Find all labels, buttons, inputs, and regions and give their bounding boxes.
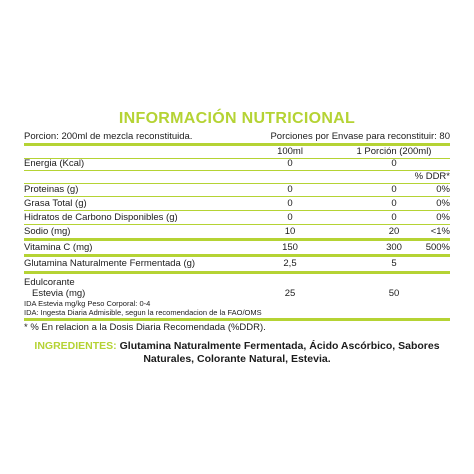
row-value-100ml: 25 (284, 288, 296, 299)
footnote: * % En relacion a la Dosis Diaria Recomendada (%DDR). (24, 322, 266, 333)
row-value-100ml: 0 (287, 158, 293, 169)
thick-rule (24, 238, 450, 241)
col-ddr: % DDR* (414, 171, 450, 182)
row-label: Estevia (mg) (32, 288, 86, 299)
row-value-portion: 300 (386, 242, 402, 253)
row-label: Glutamina Naturalmente Fermentada (g) (24, 258, 196, 269)
row-label: Proteinas (g) (24, 184, 79, 195)
row-value-portion: 50 (388, 288, 400, 299)
row-value-100ml: 10 (284, 226, 296, 237)
ingredients-label: INGREDIENTES: (34, 340, 117, 352)
row-label: Grasa Total (g) (24, 198, 87, 209)
row-value-portion: 5 (391, 258, 397, 269)
nutrition-title: INFORMACIÓN NUTRICIONAL (118, 110, 356, 127)
portion-text: Porcion: 200ml de mezcla reconstituida. (24, 131, 193, 142)
ingredients (24, 340, 450, 366)
row-value-portion: 0 (391, 198, 397, 209)
rule (24, 196, 450, 197)
row-label: Energia (Kcal) (24, 158, 85, 169)
row-value-ddr: 500% (425, 242, 450, 253)
row-value-100ml: 0 (287, 184, 293, 195)
servings-text: Porciones por Envase para reconstituir: 80 (270, 131, 450, 142)
row-value-100ml: 0 (287, 212, 293, 223)
col-100ml: 100ml (277, 146, 303, 157)
sweetener-heading: Edulcorante (24, 277, 75, 288)
row-label: Sodio (mg) (24, 226, 71, 237)
row-value-portion: 20 (388, 226, 400, 237)
rule (24, 210, 450, 211)
row-value-ddr: 0% (436, 184, 450, 195)
rule (24, 170, 450, 171)
thick-rule (24, 271, 450, 274)
ida-estevia: IDA Estevia mg/kg Peso Corporal: 0-4 (24, 299, 151, 308)
row-value-100ml: 0 (287, 198, 293, 209)
thick-rule (24, 254, 450, 257)
row-value-portion: 0 (391, 184, 397, 195)
row-value-ddr: <1% (430, 226, 450, 237)
ingredients-text: Glutamina Naturalmente Fermentada, Ácido Ascórbico, Sabores Naturales, Colorante Natural, Estevia. (116, 340, 440, 365)
row-value-100ml: 2,5 (283, 258, 297, 269)
col-portion: 1 Porción (200ml) (356, 146, 432, 157)
thick-rule (24, 318, 450, 321)
row-value-ddr: 0% (436, 198, 450, 209)
ida-definition: IDA: Ingesta Diaria Admisible, segun la recomendacion de la FAO/OMS (24, 308, 262, 317)
row-value-ddr: 0% (436, 212, 450, 223)
row-value-portion: 0 (391, 158, 397, 169)
row-value-100ml: 150 (282, 242, 298, 253)
row-value-portion: 0 (391, 212, 397, 223)
row-label: Hidratos de Carbono Disponibles (g) (24, 212, 178, 223)
row-label: Vitamina C (mg) (24, 242, 93, 253)
rule (24, 224, 450, 225)
